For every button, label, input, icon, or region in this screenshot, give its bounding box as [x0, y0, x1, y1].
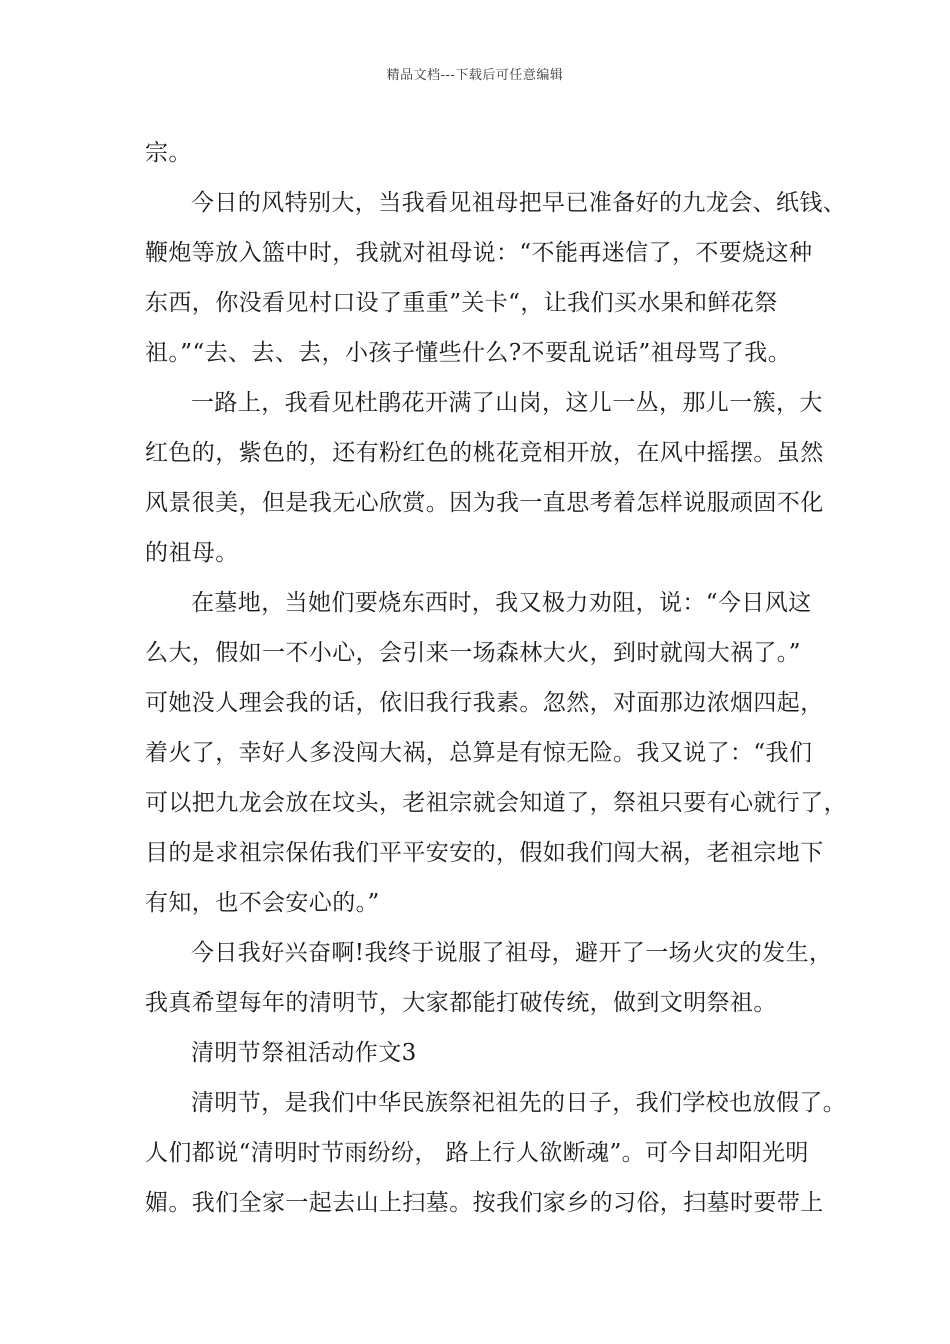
text-line: 今日我好兴奋啊!我终于说服了祖母，避开了一场火灾的发生，	[191, 940, 833, 966]
text-line: 今日的风特别大，当我看见祖母把早已准备好的九龙会、纸钱、	[191, 190, 847, 216]
text-line: 可以把九龙会放在坟头，老祖宗就会知道了，祭祖只要有心就行了，	[145, 790, 847, 816]
text-line: 的祖母。	[145, 540, 239, 566]
text-line: 么大，假如一不小心，会引来一场森林大火，到时就闯大祸了。”	[145, 640, 801, 666]
section-heading: 清明节祭祖活动作文3	[191, 1040, 417, 1066]
text-line: 我真希望每年的清明节，大家都能打破传统，做到文明祭祖。	[145, 990, 777, 1016]
text-line: 人们都说“清明时节雨纷纷， 路上行人欲断魂”。可今日却阳光明	[145, 1140, 809, 1166]
text-line: 清明节，是我们中华民族祭祀祖先的日子，我们学校也放假了。	[191, 1090, 847, 1116]
page-header: 精品文档---下载后可任意编辑	[386, 68, 564, 83]
text-line: 红色的，紫色的，还有粉红色的桃花竞相开放，在风中摇摆。虽然	[145, 440, 824, 466]
text-line: 在墓地，当她们要烧东西时，我又极力劝阻，说：“今日风这	[191, 590, 812, 616]
text-line: 着火了，幸好人多没闯大祸，总算是有惊无险。我又说了：“我们	[145, 740, 813, 766]
text-line: 东西，你没看见村口设了重重”关卡“，让我们买水果和鲜花祭	[145, 290, 778, 316]
text-line: 风景很美，但是我无心欣赏。因为我一直思考着怎样说服顽固不化	[145, 490, 824, 516]
text-line: 可她没人理会我的话，依旧我行我素。忽然，对面那边浓烟四起，	[145, 690, 824, 716]
text-line: 一路上，我看见杜鹃花开满了山岗，这儿一丛，那儿一簇，大	[191, 390, 823, 416]
text-line: 目的是求祖宗保佑我们平平安安的，假如我们闯大祸，老祖宗地下	[145, 840, 824, 866]
text-line: 媚。我们全家一起去山上扫墓。按我们家乡的习俗，扫墓时要带上	[145, 1190, 824, 1216]
document-body	[145, 128, 847, 1228]
text-line: 鞭炮等放入篮中时，我就对祖母说：“不能再迷信了，不要烧这种	[145, 240, 813, 266]
text-line: 宗。	[145, 140, 192, 166]
text-line: 祖。”“去、去、去，小孩子懂些什么?不要乱说话”祖母骂了我。	[145, 340, 792, 366]
text-line: 有知，也不会安心的。”	[145, 890, 380, 916]
